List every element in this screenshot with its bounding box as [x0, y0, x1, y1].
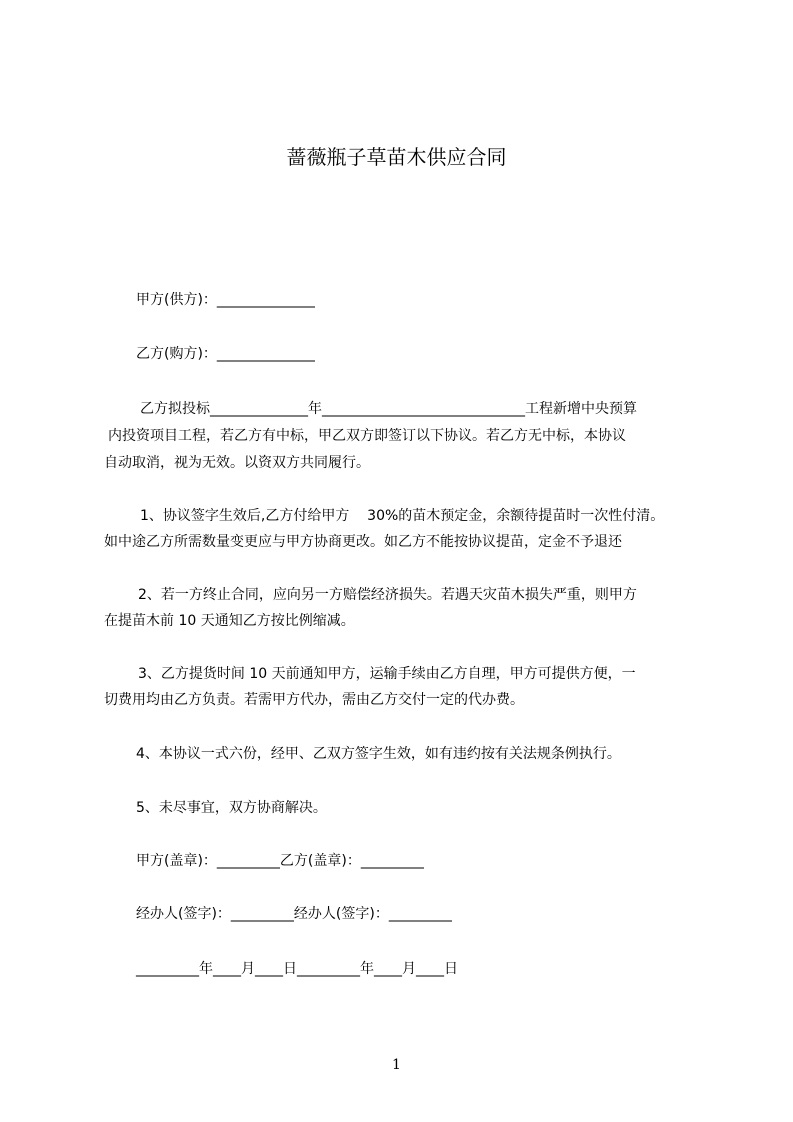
agent-signature-line: 经办人(签字)：_________经办人(签字)：_________ — [136, 906, 452, 922]
intro-line: 自动取消，视为无效。以资双方共同履行。 — [104, 455, 370, 471]
clause-line: 切费用均由乙方负责。若需甲方代办，需由乙方交付一定的代办费。 — [104, 692, 524, 708]
date-line: _________年____月____日_________年____月____日 — [136, 961, 458, 977]
party-b-field: 乙方(购方)：______________ — [136, 346, 315, 362]
intro-line: 乙方拟投标______________年_____________________________工程新增中央预算 — [140, 401, 637, 417]
seal-line: 甲方(盖章)：_________乙方(盖章)：_________ — [136, 853, 424, 869]
clause-line: 如中途乙方所需数量变更应与甲方协商更改。如乙方不能按协议提苗，定金不予退还 — [104, 534, 622, 550]
clause-line: 3、乙方提货时间 10 天前通知甲方，运输手续由乙方自理，甲方可提供方便，一 — [138, 666, 636, 682]
clause-line: 2、若一方终止合同，应向另一方赔偿经济损失。若遇天灾苗木损失严重，则甲方 — [138, 587, 637, 603]
clause-5: 5、未尽事宜，双方协商解决。 — [136, 800, 327, 816]
party-a-field: 甲方(供方)：______________ — [136, 292, 315, 308]
document-title: 蔷薇瓶子草苗木供应合同 — [286, 145, 507, 169]
clause-4: 4、本协议一式六份，经甲、乙双方签字生效，如有违约按有关法规条例执行。 — [136, 746, 621, 762]
clause-line: 1、协议签字生效后,乙方付给甲方 30%的苗木预定金，余额待提苗时一次性付清。 — [140, 508, 665, 524]
page-number: 1 — [392, 1057, 401, 1073]
intro-line: 内投资项目工程，若乙方有中标，甲乙双方即签订以下协议。若乙方无中标，本协议 — [108, 428, 626, 444]
clause-line: 在提苗木前 10 天通知乙方按比例缩减。 — [104, 613, 355, 629]
